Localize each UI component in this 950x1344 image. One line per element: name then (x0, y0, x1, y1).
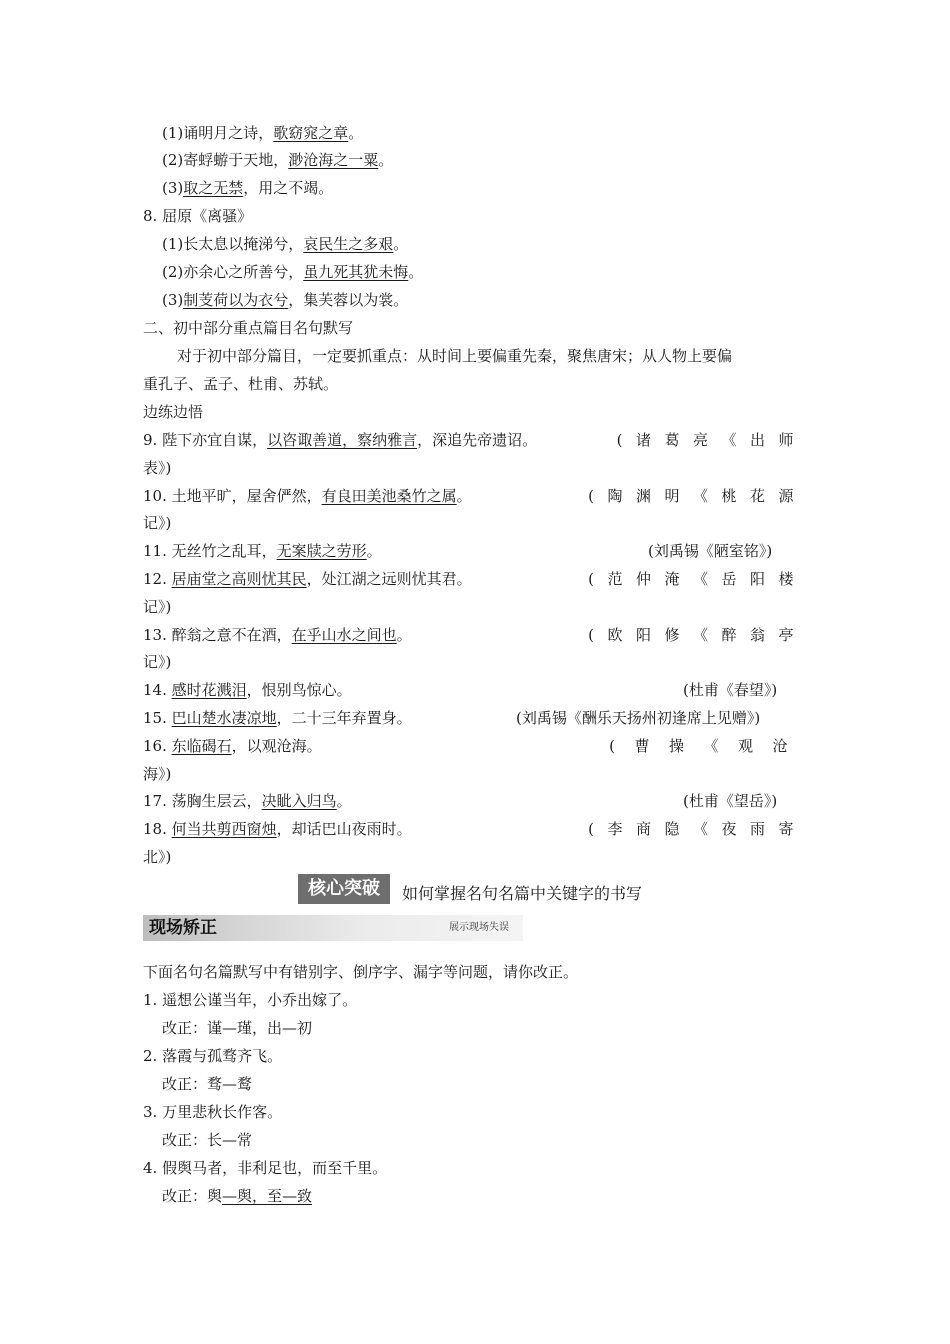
error-item: 3. 万里悲秋长作客。 (143, 1103, 283, 1121)
answer-text: 哀民生之多艰 (303, 235, 394, 253)
answer-text: 巴山楚水凄凉地 (171, 709, 277, 727)
source-citation: (刘禹锡《酬乐天扬州初逢席上见赠》) (516, 709, 761, 727)
question-9: 9. 陛下亦宜自谋，以咨诹善道，察纳雅言，深追先帝遗诏。 (143, 431, 538, 449)
answer-text: 何当共剪西窗烛 (171, 820, 277, 838)
question-14: 14. 感时花溅泪，恨别鸟惊心。 (143, 681, 352, 699)
source-citation: (曹操《观沧 (609, 737, 807, 755)
error-item: 2. 落霞与孤骛齐飞。 (143, 1047, 283, 1065)
source-citation: (诸葛亮《出师 (616, 431, 807, 449)
answer-text: 居庙堂之高则忧其民 (171, 570, 307, 588)
answer-text: 无案牍之劳形 (276, 542, 367, 560)
question-17: 17. 荡胸生层云，决眦入归鸟。 (143, 792, 352, 810)
answer-text: 制芰荷以为衣兮 (183, 291, 289, 309)
source-citation-cont: 记》) (143, 653, 172, 671)
practice-heading: 边练边悟 (143, 403, 204, 421)
question-16: 16. 东临碣石，以观沧海。 (143, 737, 322, 755)
answer-text: —舆，至—致 (222, 1187, 313, 1205)
answer-text: 取之无禁 (183, 179, 244, 197)
verse-line: (2)寄蜉蝣于天地，渺沧海之一粟。 (162, 151, 394, 169)
source-citation: (欧阳修《醉翁亭 (588, 626, 807, 644)
question-10: 10. 土地平旷，屋舍俨然，有良田美池桑竹之属。 (143, 487, 472, 505)
question-11: 11. 无丝竹之乱耳，无案牍之劳形。 (143, 542, 382, 560)
correction: 改正：舆—舆，至—致 (162, 1187, 313, 1205)
answer-text: 以咨诹善道，察纳雅言 (267, 431, 418, 449)
correction: 改正：骛—鹜 (162, 1075, 253, 1093)
answer-text: 渺沧海之一粟 (288, 151, 379, 169)
error-item: 4. 假舆马者，非利足也，而至千里。 (143, 1159, 388, 1177)
answer-text: 在乎山水之间也 (291, 626, 397, 644)
core-breakthrough-banner: 核心突破 (298, 874, 390, 904)
banner-subtitle: 如何掌握名句名篇中关键字的书写 (402, 884, 643, 903)
source-citation: (陶渊明《桃花源 (588, 487, 807, 505)
source-citation-cont: 海》) (143, 765, 172, 783)
section-bar (143, 915, 523, 941)
answer-text: 东临碣石 (171, 737, 232, 755)
paragraph-line: 对于初中部分篇目，一定要抓重点：从时间上要偏重先秦，聚焦唐宋；从人物上要偏 (177, 347, 733, 365)
section-heading: 二、初中部分重点篇目名句默写 (143, 319, 354, 337)
answer-text: 歌窈窕之章 (273, 124, 349, 142)
answer-text: 有良田美池桑竹之属 (321, 487, 457, 505)
error-item: 1. 遥想公谨当年，小乔出嫁了。 (143, 991, 358, 1009)
section-bar-title: 现场矫正 (149, 918, 217, 938)
verse-line: (1)诵明月之诗，歌窈窕之章。 (162, 124, 364, 142)
source-citation-cont: 记》) (143, 514, 172, 532)
source-citation: (杜甫《春望》) (683, 681, 778, 699)
correction: 改正：谨—瑾，出—初 (162, 1019, 313, 1037)
paragraph-line: 重孔子、孟子、杜甫、苏轼。 (143, 375, 339, 393)
question-15: 15. 巴山楚水凄凉地，二十三年弃置身。 (143, 709, 412, 727)
section-bar-note: 展示现场失误 (449, 922, 509, 933)
source-citation: (范仲淹《岳阳楼 (588, 570, 807, 588)
source-citation-cont: 记》) (143, 598, 172, 616)
question-18: 18. 何当共剪西窗烛，却话巴山夜雨时。 (143, 820, 412, 838)
item-heading: 8. 屈原《离骚》 (143, 207, 253, 225)
verse-line: (3)制芰荷以为衣兮，集芙蓉以为裳。 (162, 291, 409, 309)
answer-text: 感时花溅泪 (171, 681, 247, 699)
question-13: 13. 醉翁之意不在酒，在乎山水之间也。 (143, 626, 412, 644)
source-citation-cont: 表》) (143, 459, 172, 477)
answer-text: 决眦入归鸟 (261, 792, 337, 810)
source-citation-cont: 北》) (143, 848, 172, 866)
instruction: 下面名句名篇默写中有错别字、倒序字、漏字等问题，请你改正。 (143, 963, 579, 981)
source-citation: (李商隐《夜雨寄 (588, 820, 807, 838)
source-citation: (杜甫《望岳》) (683, 792, 778, 810)
source-citation: (刘禹锡《陋室铭》) (648, 542, 773, 560)
verse-line: (2)亦余心之所善兮，虽九死其犹未悔。 (162, 263, 424, 281)
verse-line: (1)长太息以掩涕兮，哀民生之多艰。 (162, 235, 409, 253)
correction: 改正：长—常 (162, 1131, 253, 1149)
answer-text: 虽九死其犹未悔 (303, 263, 409, 281)
question-12: 12. 居庙堂之高则忧其民，处江湖之远则忧其君。 (143, 570, 472, 588)
verse-line: (3)取之无禁，用之不竭。 (162, 179, 334, 197)
